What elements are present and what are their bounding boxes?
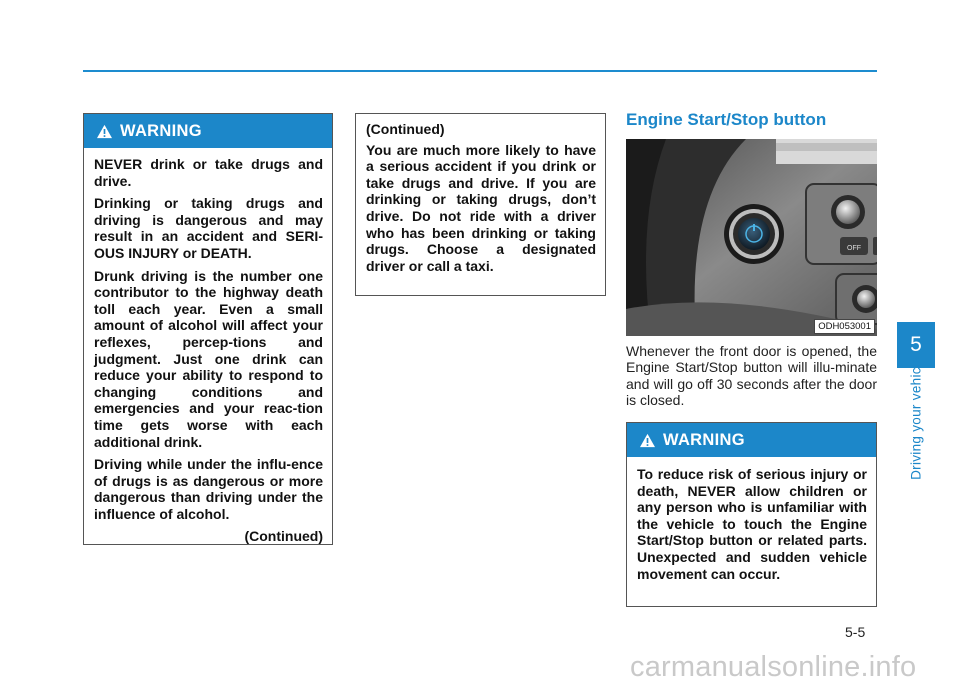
- warning-box-drugs: [83, 113, 333, 545]
- chapter-label: Driving your vehicle: [908, 356, 924, 480]
- warning-title: WARNING: [663, 430, 745, 449]
- section-intro: Whenever the front door is opened, the Engine Start/Stop button will illu-minate and will go off 30 seconds after the door is closed.: [626, 343, 877, 409]
- engine-button-photo: [626, 139, 877, 336]
- warning-paragraph: NEVER drink or take drugs and drive.: [94, 156, 323, 189]
- off-button-label: OFF: [847, 245, 861, 252]
- warning-triangle-icon: [96, 124, 113, 139]
- section-title: Engine Start/Stop button: [626, 110, 827, 129]
- warning-paragraph: Drunk driving is the number one contributor to the highway death toll each year. Even a small amount of alcohol will affect your reflexes, percep-tions and judgment. Just one drink can reduce your ability to respond to changing conditions and emergencies and your reac-tion time gets worse with each additional drink.: [94, 267, 323, 450]
- chapter-tab: 5: [897, 322, 935, 368]
- warning-box-continued: [355, 113, 606, 296]
- warning-paragraph: You are much more likely to have a serious accident if you drink or take drugs and drive. If you are drinking or taking drugs, don’t drive. Do not ride with a driver who has been drinking or taking drugs. Choose a designated driver or call a taxi.: [366, 141, 596, 274]
- dashboard-illustration: [626, 139, 877, 336]
- warning-paragraph: Driving while under the influ-ence of drugs is as dangerous or more dangerous than driving under the influence of alcohol.: [94, 456, 323, 522]
- continued-heading: (Continued): [366, 121, 445, 137]
- warning-box-children: [626, 422, 877, 607]
- watermark: carmanualsonline.info: [630, 651, 917, 683]
- warning-triangle-icon: [639, 433, 656, 448]
- warning-header: [627, 423, 876, 457]
- image-code: ODH053001: [814, 319, 875, 334]
- warning-paragraph: To reduce risk of serious injury or death, NEVER allow children or any person who is unfamiliar with the vehicle to touch the Engine Start/Stop button or related parts. Unexpected and sudden vehicle movement can occur.: [637, 466, 867, 582]
- continued-label: (Continued): [244, 528, 323, 545]
- warning-paragraph: Drinking or taking drugs and driving is dangerous and may result in an accident and SERI-OUS INJURY or DEATH.: [94, 195, 323, 261]
- header-rule: [83, 70, 877, 72]
- warning-title: WARNING: [120, 121, 202, 140]
- page-number: 5-5: [845, 624, 866, 640]
- warning-header: [84, 114, 332, 148]
